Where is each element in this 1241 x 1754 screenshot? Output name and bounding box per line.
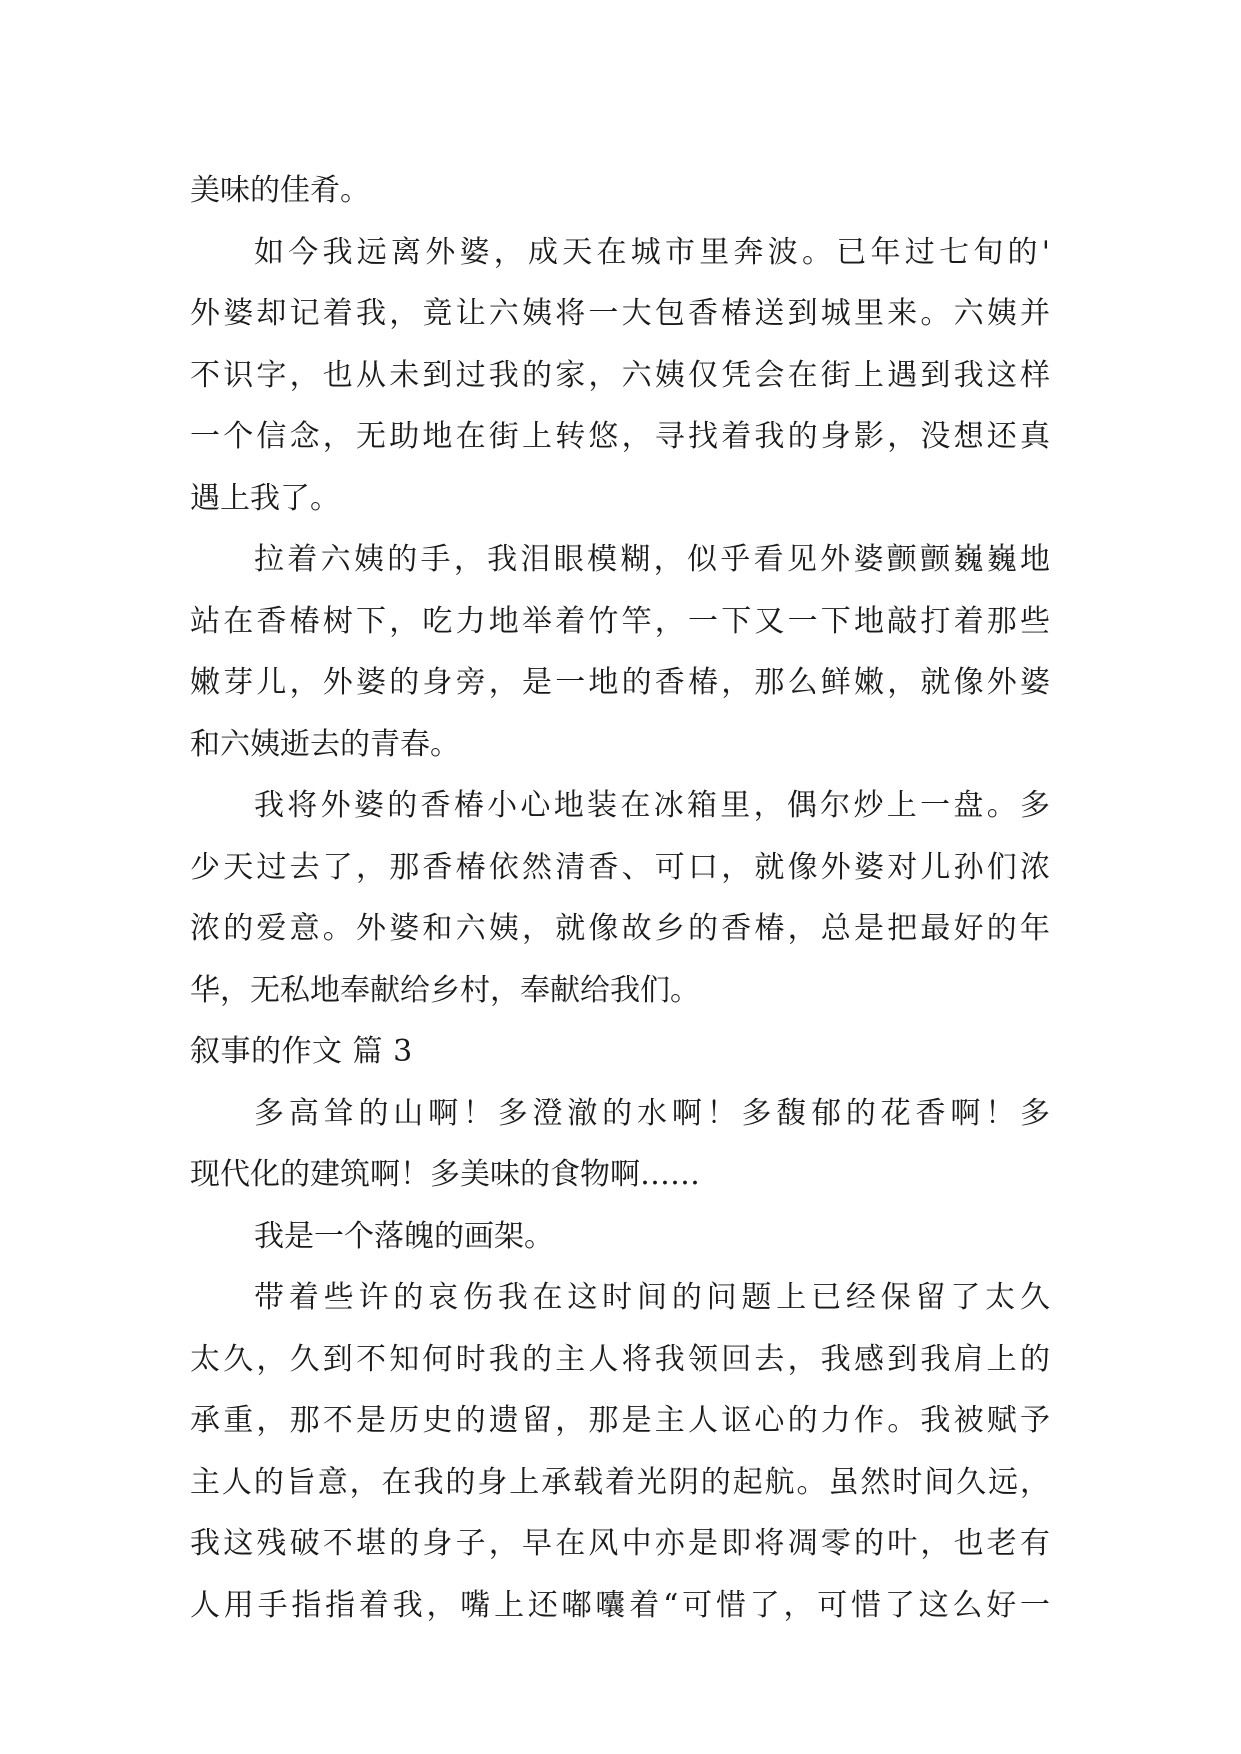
text-line: 带着些许的哀伤我在这时间的问题上已经保留了太久: [254, 1280, 1050, 1315]
text-line: 如今我远离外婆，成天在城市里奔波。已年过七旬的': [254, 234, 1050, 270]
essay-body: [190, 160, 1050, 1636]
text-line: 浓的爱意。外婆和六姨，就像故乡的香椿，总是把最好的年: [190, 911, 1050, 946]
text-line: 遇上我了。: [190, 480, 340, 516]
text-line: 华，无私地奉献给乡村，奉献给我们。: [190, 972, 700, 1008]
section-heading: 叙事的作文 篇 3: [190, 1034, 413, 1069]
text-line: 我将外婆的香椿小心地装在冰箱里，偶尔炒上一盘。多: [254, 788, 1050, 823]
text-line: 承重，那不是历史的遗留，那是主人讴心的力作。我被赋予: [190, 1403, 1050, 1438]
text-line: 美味的佳肴。: [190, 173, 370, 208]
text-line: 少天过去了，那香椿依然清香、可口，就像外婆对儿孙们浓: [190, 849, 1050, 885]
text-line: 主人的旨意，在我的身上承载着光阴的起航。虽然时间久远，: [190, 1464, 1050, 1500]
text-line: 太久，久到不知何时我的主人将我领回去，我感到我肩上的: [190, 1341, 1050, 1377]
text-line: 嫩芽儿，外婆的身旁，是一地的香椿，那么鲜嫩，就像外婆: [190, 665, 1050, 700]
text-line: 人用手指指着我，嘴上还嘟囔着“可惜了，可惜了这么好一: [190, 1587, 1050, 1623]
text-line: 多高耸的山啊！多澄澈的水啊！多馥郁的花香啊！多: [254, 1095, 1050, 1131]
text-line: 拉着六姨的手，我泪眼模糊，似乎看见外婆颤颤巍巍地: [254, 542, 1050, 577]
text-line: 外婆却记着我，竟让六姨将一大包香椿送到城里来。六姨并: [190, 296, 1050, 331]
text-line: 我是一个落魄的画架。: [254, 1218, 554, 1254]
text-line: 一个信念，无助地在街上转悠，寻找着我的身影，没想还真: [190, 419, 1050, 454]
text-line: 站在香椿树下，吃力地举着竹竿，一下又一下地敲打着那些: [190, 603, 1050, 639]
text-line: 不识字，也从未到过我的家，六姨仅凭会在街上遇到我这样: [190, 357, 1050, 393]
text-line: 现代化的建筑啊！多美味的食物啊……: [190, 1157, 700, 1192]
text-line: 和六姨逝去的青春。: [190, 726, 460, 762]
text-line: 我这残破不堪的身子，早在风中亦是即将凋零的叶，也老有: [190, 1526, 1050, 1561]
